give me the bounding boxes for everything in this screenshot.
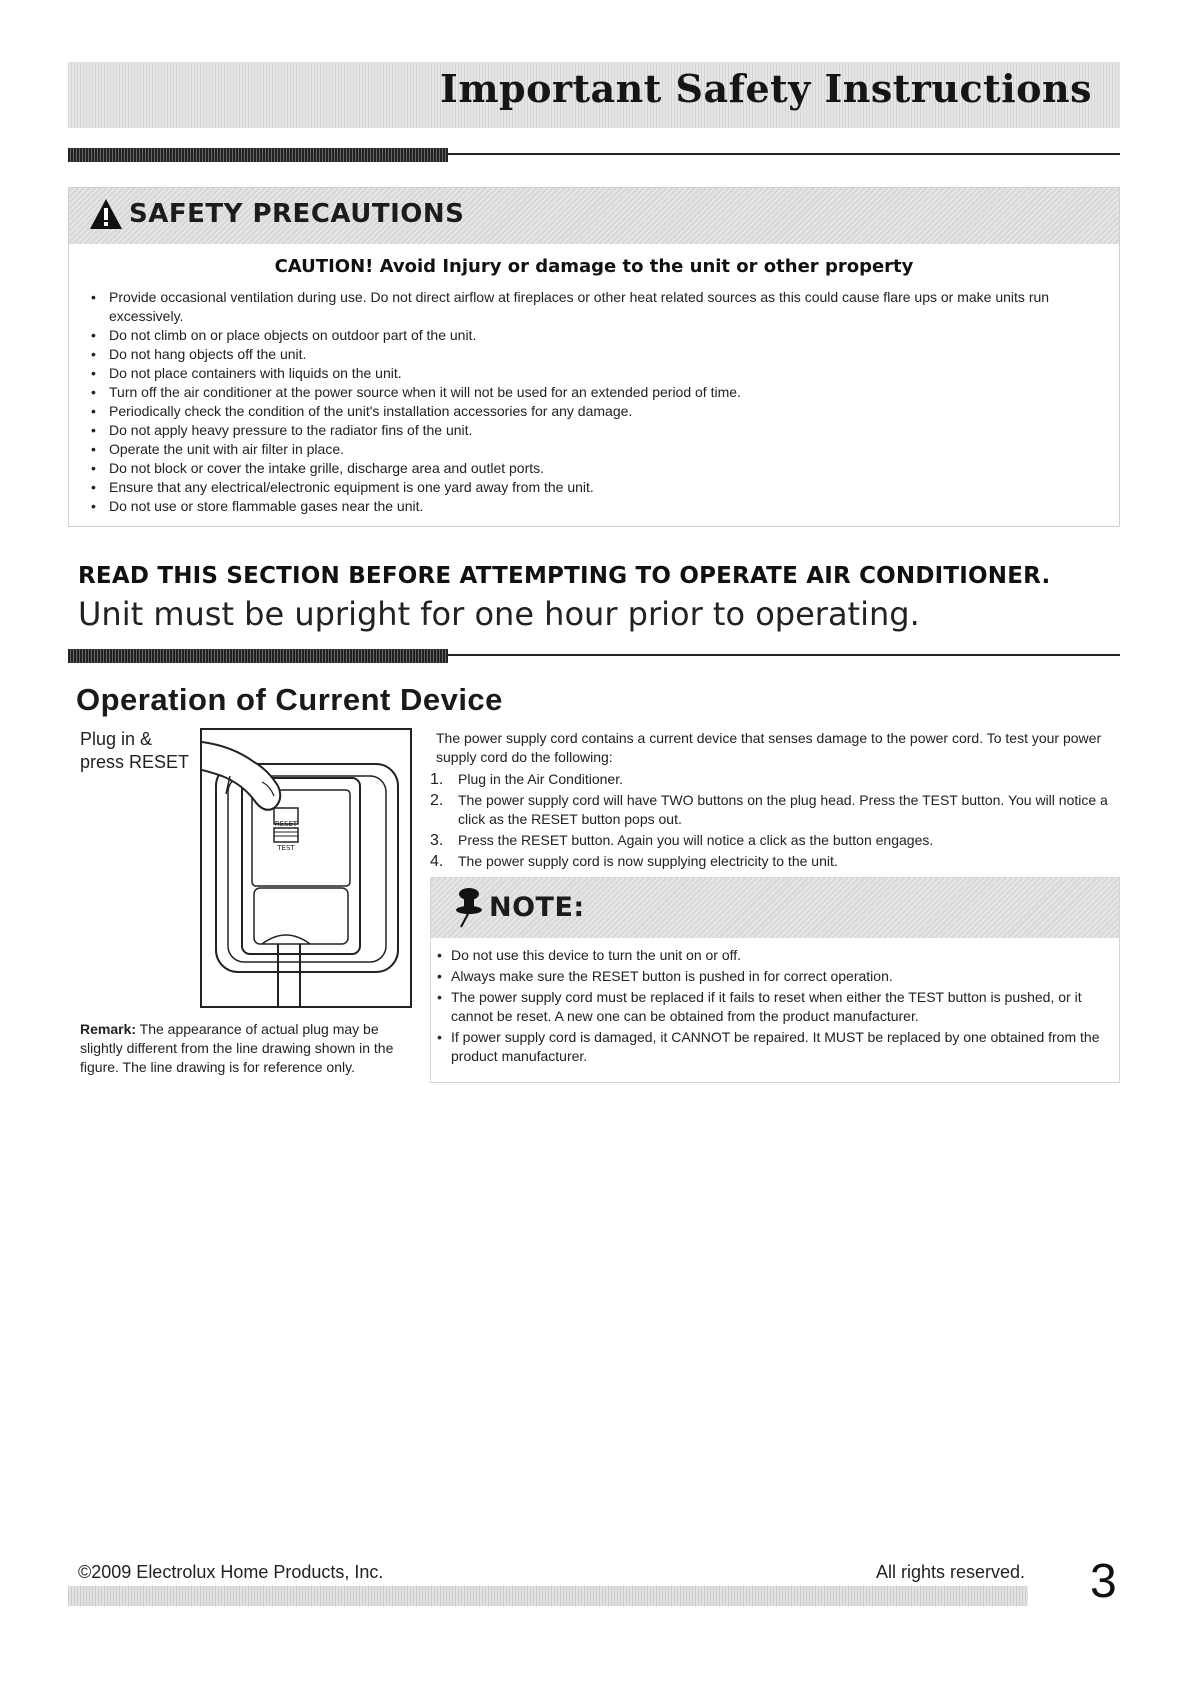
safety-precautions-list bbox=[91, 288, 1113, 516]
footer-copyright: ©2009 Electrolux Home Products, Inc. bbox=[78, 1562, 384, 1582]
list-item: • Do not use or store flammable gases near the unit. bbox=[91, 497, 1113, 516]
list-item: • Ensure that any electrical/electronic equipment is one yard away from the unit. bbox=[91, 478, 1113, 497]
pushpin-icon bbox=[453, 886, 483, 928]
step-number: 3. bbox=[430, 832, 444, 849]
plug-instruction-label bbox=[80, 728, 200, 774]
step-item bbox=[430, 831, 1120, 850]
step-number: 1. bbox=[430, 771, 444, 788]
page-number: 3 bbox=[1090, 1555, 1117, 1608]
footer-band bbox=[68, 1586, 1028, 1606]
safety-precautions-title: SAFETY PRECAUTIONS bbox=[129, 199, 465, 229]
caution-heading: CAUTION! Avoid Injury or damage to the unit or other property bbox=[274, 256, 914, 277]
list-item: • Do not block or cover the intake grille, discharge area and outlet ports. bbox=[91, 459, 1113, 478]
list-item: • Do not climb on or place objects on outdoor part of the unit. bbox=[91, 326, 1113, 345]
list-item: • If power supply cord is damaged, it CANNOT be repaired. It MUST be replaced by one obtained from the product manufacturer. bbox=[437, 1028, 1113, 1066]
section-rule-accent bbox=[68, 649, 448, 663]
step-text: Plug in the Air Conditioner. bbox=[458, 771, 623, 787]
step-number: 2. bbox=[430, 792, 444, 809]
header-rule-accent bbox=[68, 148, 448, 162]
step-item bbox=[430, 770, 1120, 789]
list-item: • Operate the unit with air filter in place. bbox=[91, 440, 1113, 459]
plug-illustration bbox=[200, 728, 412, 1008]
remark-note bbox=[80, 1020, 412, 1077]
step-item bbox=[430, 791, 1120, 829]
note-list bbox=[437, 946, 1113, 1068]
plug-drawing bbox=[202, 730, 410, 1006]
list-item: • Periodically check the condition of the unit's installation accessories for any damage. bbox=[91, 402, 1113, 421]
note-title: NOTE: bbox=[489, 892, 585, 923]
operation-section-title: Operation of Current Device bbox=[76, 682, 503, 717]
step-number: 4. bbox=[430, 853, 444, 870]
plug-label-line1: Plug in & bbox=[80, 729, 153, 749]
operation-steps bbox=[430, 770, 1120, 873]
note-box bbox=[430, 877, 1120, 1083]
reset-button-label: RESET bbox=[274, 820, 298, 828]
plug-label-line2: press RESET bbox=[80, 752, 190, 772]
list-item: • Do not hang objects off the unit. bbox=[91, 345, 1113, 364]
warning-triangle-icon bbox=[89, 198, 123, 230]
upright-notice: Unit must be upright for one hour prior to operating. bbox=[78, 595, 920, 633]
operation-intro: The power supply cord contains a current device that senses damage to the power cord. To test your power supply cord do the following: bbox=[436, 730, 1102, 765]
step-text: The power supply cord is now supplying electricity to the unit. bbox=[458, 853, 838, 869]
list-item: • Turn off the air conditioner at the power source when it will not be used for an extended period of time. bbox=[91, 383, 1113, 402]
step-text: Press the RESET button. Again you will notice a click as the button engages. bbox=[458, 832, 934, 848]
remark-text: The appearance of actual plug may be slightly different from the line drawing shown in the figure. The line drawing is for reference only. bbox=[80, 1021, 394, 1075]
safety-precautions-header bbox=[69, 188, 1119, 244]
page-title: Important Safety Instructions bbox=[440, 66, 1092, 111]
read-section-warning: READ THIS SECTION BEFORE ATTEMPTING TO OPERATE AIR CONDITIONER. bbox=[78, 563, 1051, 589]
safety-precautions-box bbox=[68, 187, 1120, 527]
footer-rights: All rights reserved. bbox=[876, 1562, 1026, 1582]
list-item: • Provide occasional ventilation during use. Do not direct airflow at fireplaces or other heat related sources as this could cause flare ups or make units run excessively. bbox=[91, 288, 1113, 326]
list-item: • Do not place containers with liquids on the unit. bbox=[91, 364, 1113, 383]
step-item bbox=[430, 852, 1120, 871]
list-item: • Do not apply heavy pressure to the radiator fins of the unit. bbox=[91, 421, 1113, 440]
note-header bbox=[431, 878, 1119, 938]
test-button-label: TEST bbox=[277, 844, 295, 852]
list-item: • Always make sure the RESET button is pushed in for correct operation. bbox=[437, 967, 1113, 986]
step-text: The power supply cord will have TWO buttons on the plug head. Press the TEST button. You will notice a click as the RESET button pops out. bbox=[458, 792, 1108, 827]
remark-label: Remark: bbox=[80, 1021, 137, 1037]
list-item: • The power supply cord must be replaced if it fails to reset when either the TEST button is pushed, or it cannot be reset. A new one can be obtained from the product manufacturer. bbox=[437, 988, 1113, 1026]
header-banner bbox=[68, 62, 1120, 128]
list-item: • Do not use this device to turn the unit on or off. bbox=[437, 946, 1113, 965]
